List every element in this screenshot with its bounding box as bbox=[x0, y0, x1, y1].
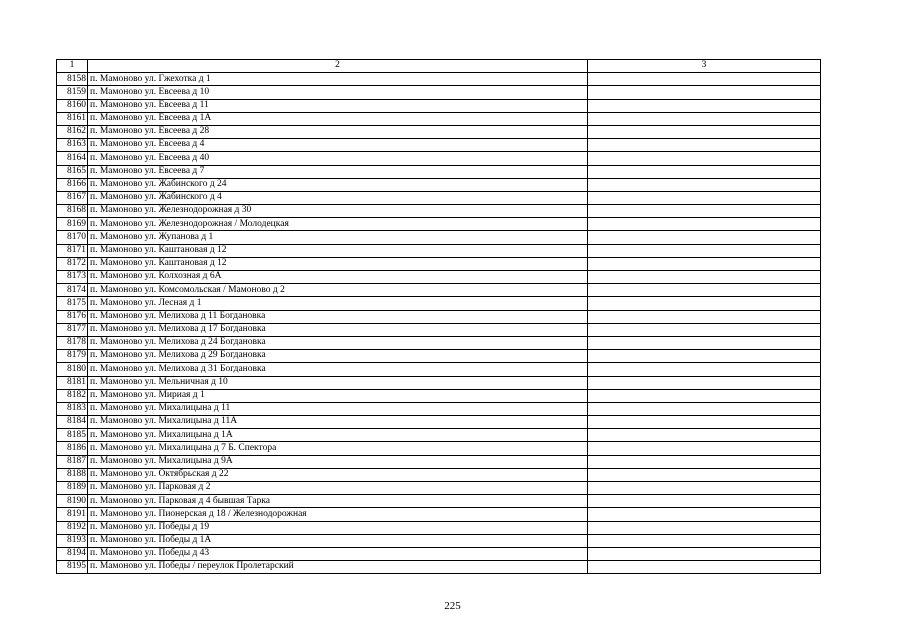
row-address: п. Мамоново ул. Лесная д 1 bbox=[88, 297, 588, 310]
row-number: 8185 bbox=[57, 429, 88, 442]
table-row bbox=[57, 139, 821, 152]
row-address: п. Мамоново ул. Победы д 19 bbox=[88, 521, 588, 534]
row-number: 8163 bbox=[57, 139, 88, 152]
row-note bbox=[588, 139, 821, 152]
row-note bbox=[588, 442, 821, 455]
row-address: п. Мамоново ул. Мелихова д 31 Богдановка bbox=[88, 363, 588, 376]
row-note bbox=[588, 350, 821, 363]
table-row bbox=[57, 482, 821, 495]
row-address: п. Мамоново ул. Михалицына д 9А bbox=[88, 455, 588, 468]
row-address: п. Мамоново ул. Колхозная д 6А bbox=[88, 271, 588, 284]
row-address: п. Мамоново ул. Михалицына д 11 bbox=[88, 402, 588, 415]
row-number: 8170 bbox=[57, 231, 88, 244]
row-number: 8186 bbox=[57, 442, 88, 455]
table-row bbox=[57, 442, 821, 455]
row-number: 8176 bbox=[57, 310, 88, 323]
row-note bbox=[588, 521, 821, 534]
row-note bbox=[588, 323, 821, 336]
row-note bbox=[588, 534, 821, 547]
row-note bbox=[588, 191, 821, 204]
row-address: п. Мамоново ул. Гжехотка д 1 bbox=[88, 73, 588, 86]
table-row bbox=[57, 455, 821, 468]
row-note bbox=[588, 284, 821, 297]
row-number: 8181 bbox=[57, 376, 88, 389]
row-note bbox=[588, 271, 821, 284]
row-note bbox=[588, 178, 821, 191]
row-number: 8174 bbox=[57, 284, 88, 297]
row-number: 8159 bbox=[57, 86, 88, 99]
row-address: п. Мамоново ул. Мелихова д 24 Богдановка bbox=[88, 336, 588, 349]
row-number: 8172 bbox=[57, 257, 88, 270]
table-row bbox=[57, 244, 821, 257]
table-row bbox=[57, 73, 821, 86]
row-number: 8175 bbox=[57, 297, 88, 310]
row-address: п. Мамоново ул. Евсеева д 40 bbox=[88, 152, 588, 165]
row-note bbox=[588, 561, 821, 574]
table-row bbox=[57, 389, 821, 402]
row-number: 8195 bbox=[57, 561, 88, 574]
row-number: 8191 bbox=[57, 508, 88, 521]
table-row bbox=[57, 86, 821, 99]
row-note bbox=[588, 376, 821, 389]
row-number: 8173 bbox=[57, 271, 88, 284]
row-number: 8166 bbox=[57, 178, 88, 191]
row-note bbox=[588, 363, 821, 376]
address-table bbox=[56, 59, 821, 574]
table-row bbox=[57, 376, 821, 389]
row-note bbox=[588, 218, 821, 231]
table-row bbox=[57, 561, 821, 574]
row-note bbox=[588, 297, 821, 310]
header-col-3: 3 bbox=[588, 60, 821, 73]
row-address: п. Мамоново ул. Михалицына д 1А bbox=[88, 429, 588, 442]
table-row bbox=[57, 534, 821, 547]
row-note bbox=[588, 402, 821, 415]
row-number: 8160 bbox=[57, 99, 88, 112]
row-number: 8189 bbox=[57, 482, 88, 495]
row-note bbox=[588, 495, 821, 508]
row-number: 8184 bbox=[57, 416, 88, 429]
row-number: 8171 bbox=[57, 244, 88, 257]
table-row bbox=[57, 508, 821, 521]
row-address: п. Мамоново ул. Мелихова д 29 Богдановка bbox=[88, 350, 588, 363]
table-row bbox=[57, 297, 821, 310]
table-row bbox=[57, 125, 821, 138]
row-note bbox=[588, 455, 821, 468]
row-number: 8179 bbox=[57, 350, 88, 363]
row-note bbox=[588, 547, 821, 560]
table-row bbox=[57, 218, 821, 231]
row-note bbox=[588, 389, 821, 402]
header-col-2: 2 bbox=[88, 60, 588, 73]
row-address: п. Мамоново ул. Победы / переулок Пролетарский bbox=[88, 561, 588, 574]
header-col-1: 1 bbox=[57, 60, 88, 73]
row-number: 8164 bbox=[57, 152, 88, 165]
row-note bbox=[588, 416, 821, 429]
row-note bbox=[588, 125, 821, 138]
table-row bbox=[57, 402, 821, 415]
row-address: п. Мамоново ул. Евсеева д 4 bbox=[88, 139, 588, 152]
row-number: 8178 bbox=[57, 336, 88, 349]
row-note bbox=[588, 152, 821, 165]
row-address: п. Мамоново ул. Парковая д 2 bbox=[88, 482, 588, 495]
table-row bbox=[57, 547, 821, 560]
row-address: п. Мамоново ул. Евсеева д 10 bbox=[88, 86, 588, 99]
row-address: п. Мамоново ул. Октябрьская д 22 bbox=[88, 468, 588, 481]
row-number: 8165 bbox=[57, 165, 88, 178]
row-note bbox=[588, 112, 821, 125]
row-address: п. Мамоново ул. Михалицына д 11А bbox=[88, 416, 588, 429]
row-note bbox=[588, 86, 821, 99]
table-row bbox=[57, 231, 821, 244]
table-header-row bbox=[57, 60, 821, 73]
row-address: п. Мамоново ул. Каштановая д 12 bbox=[88, 257, 588, 270]
table-row bbox=[57, 99, 821, 112]
table-row bbox=[57, 112, 821, 125]
table-row bbox=[57, 284, 821, 297]
row-number: 8183 bbox=[57, 402, 88, 415]
table-row bbox=[57, 323, 821, 336]
row-address: п. Мамоново ул. Парковая д 4 бывшая Тарка bbox=[88, 495, 588, 508]
row-address: п. Мамоново ул. Комсомольская / Мамоново д 2 bbox=[88, 284, 588, 297]
table-row bbox=[57, 257, 821, 270]
row-address: п. Мамоново ул. Каштановая д 12 bbox=[88, 244, 588, 257]
row-address: п. Мамоново ул. Мелихова д 17 Богдановка bbox=[88, 323, 588, 336]
table-row bbox=[57, 429, 821, 442]
table-row bbox=[57, 191, 821, 204]
row-number: 8162 bbox=[57, 125, 88, 138]
table-row bbox=[57, 205, 821, 218]
row-address: п. Мамоново ул. Жабинского д 24 bbox=[88, 178, 588, 191]
row-number: 8194 bbox=[57, 547, 88, 560]
row-number: 8177 bbox=[57, 323, 88, 336]
row-number: 8180 bbox=[57, 363, 88, 376]
row-note bbox=[588, 244, 821, 257]
table-row bbox=[57, 468, 821, 481]
row-address: п. Мамоново ул. Победы д 43 bbox=[88, 547, 588, 560]
table-body bbox=[57, 73, 821, 574]
row-note bbox=[588, 429, 821, 442]
row-note bbox=[588, 205, 821, 218]
row-number: 8167 bbox=[57, 191, 88, 204]
row-number: 8161 bbox=[57, 112, 88, 125]
table-row bbox=[57, 363, 821, 376]
table-row bbox=[57, 271, 821, 284]
row-note bbox=[588, 257, 821, 270]
row-number: 8188 bbox=[57, 468, 88, 481]
row-number: 8192 bbox=[57, 521, 88, 534]
table-row bbox=[57, 336, 821, 349]
row-address: п. Мамоново ул. Евсеева д 28 bbox=[88, 125, 588, 138]
table-row bbox=[57, 416, 821, 429]
row-address: п. Мамоново ул. Мельничная д 10 bbox=[88, 376, 588, 389]
table-row bbox=[57, 495, 821, 508]
row-address: п. Мамоново ул. Железнодорожная / Молодецкая bbox=[88, 218, 588, 231]
row-number: 8190 bbox=[57, 495, 88, 508]
row-address: п. Мамоново ул. Евсеева д 11 bbox=[88, 99, 588, 112]
row-number: 8168 bbox=[57, 205, 88, 218]
row-note bbox=[588, 468, 821, 481]
row-number: 8187 bbox=[57, 455, 88, 468]
row-note bbox=[588, 165, 821, 178]
row-address: п. Мамоново ул. Жабинского д 4 bbox=[88, 191, 588, 204]
row-number: 8158 bbox=[57, 73, 88, 86]
row-note bbox=[588, 508, 821, 521]
row-address: п. Мамоново ул. Железнодорожная д 30 bbox=[88, 205, 588, 218]
table-row bbox=[57, 165, 821, 178]
row-note bbox=[588, 99, 821, 112]
table-row bbox=[57, 521, 821, 534]
row-address: п. Мамоново ул. Евсеева д 1А bbox=[88, 112, 588, 125]
row-number: 8182 bbox=[57, 389, 88, 402]
row-note bbox=[588, 482, 821, 495]
row-note bbox=[588, 73, 821, 86]
row-note bbox=[588, 310, 821, 323]
row-address: п. Мамоново ул. Мириая д 1 bbox=[88, 389, 588, 402]
row-address: п. Мамоново ул. Михалицына д 7 Б. Спектора bbox=[88, 442, 588, 455]
table-row bbox=[57, 310, 821, 323]
row-number: 8169 bbox=[57, 218, 88, 231]
row-note bbox=[588, 336, 821, 349]
row-number: 8193 bbox=[57, 534, 88, 547]
row-address: п. Мамоново ул. Евсеева д 7 bbox=[88, 165, 588, 178]
row-note bbox=[588, 231, 821, 244]
row-address: п. Мамоново ул. Пионерская д 18 / Железнодорожная bbox=[88, 508, 588, 521]
table-row bbox=[57, 178, 821, 191]
table-row bbox=[57, 152, 821, 165]
row-address: п. Мамоново ул. Жупанова д 1 bbox=[88, 231, 588, 244]
page-number: 225 bbox=[444, 600, 461, 612]
row-address: п. Мамоново ул. Победы д 1А bbox=[88, 534, 588, 547]
row-address: п. Мамоново ул. Мелихова д 11 Богдановка bbox=[88, 310, 588, 323]
table-row bbox=[57, 350, 821, 363]
